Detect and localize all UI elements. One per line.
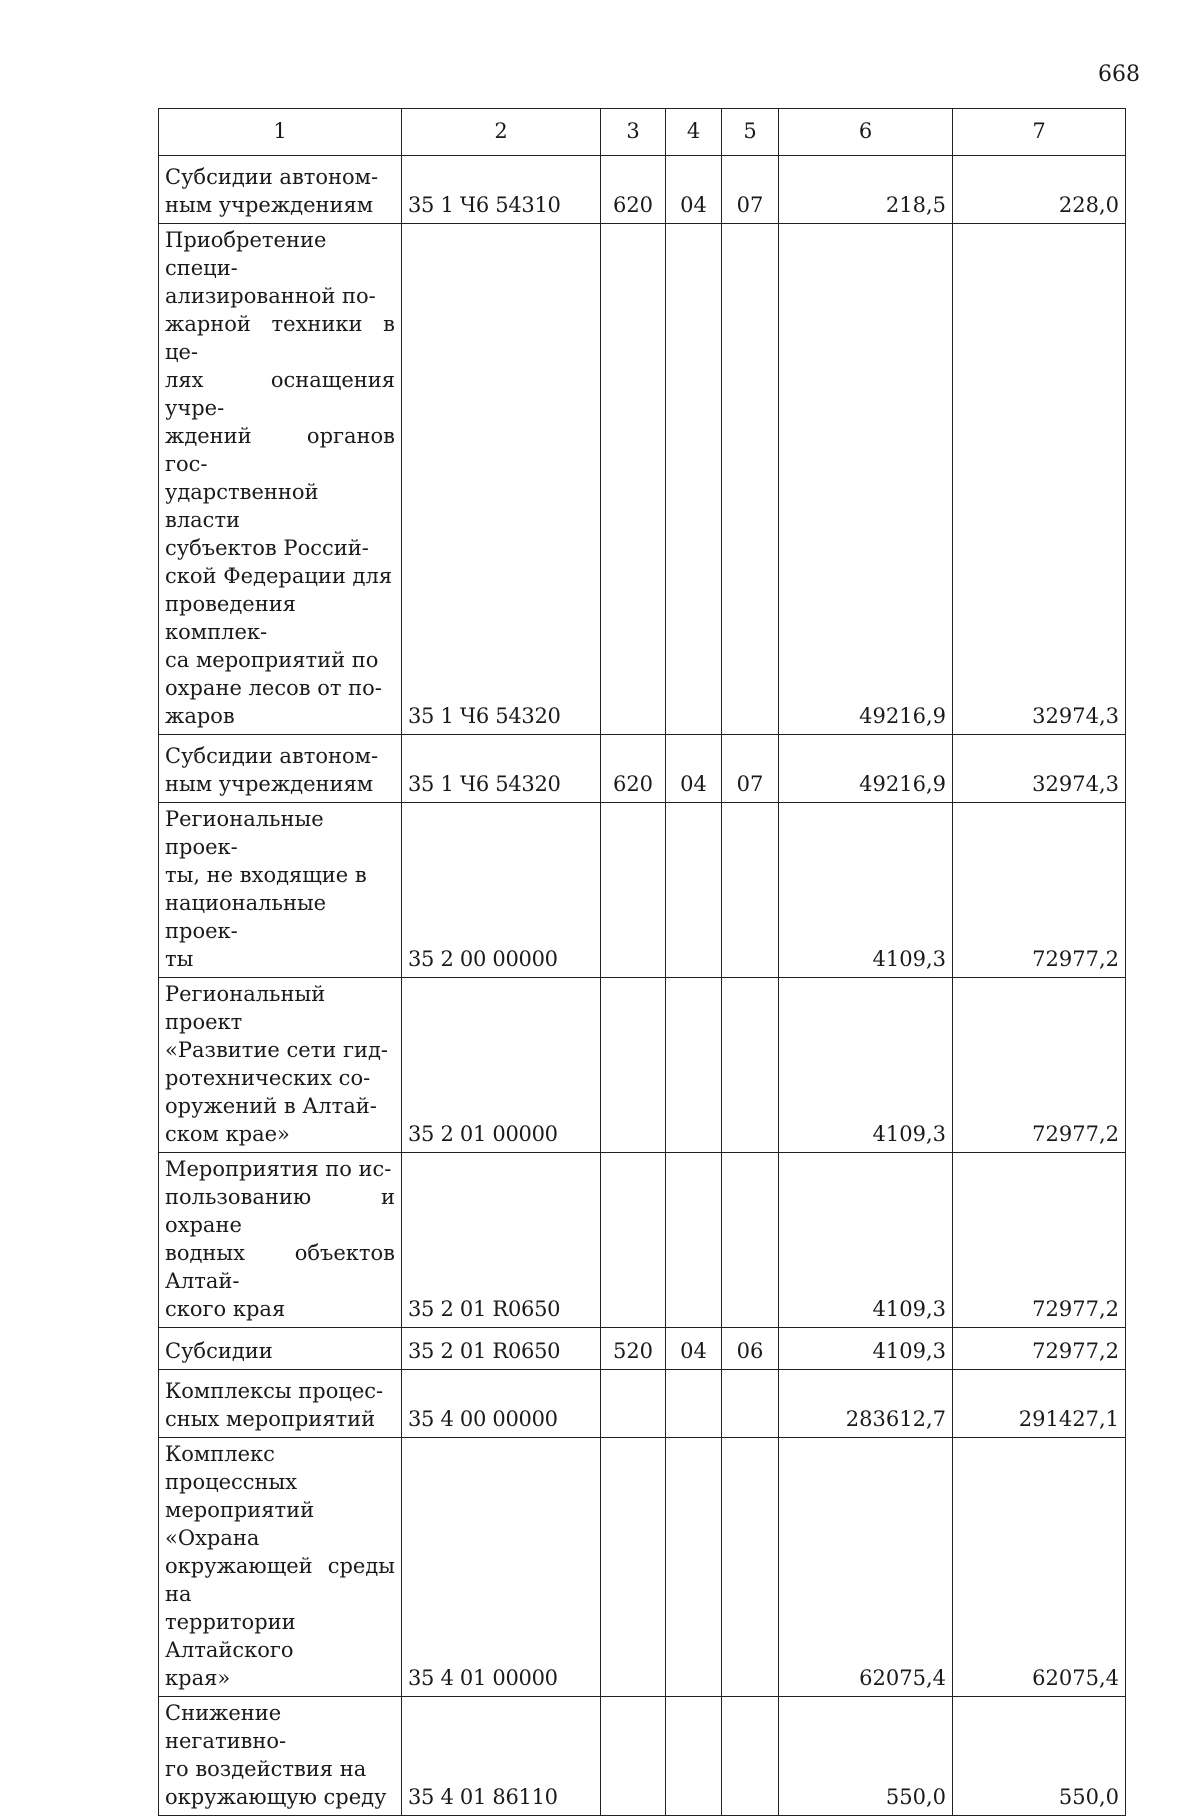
row-name-line: сных мероприятий [165, 1407, 376, 1431]
header-cell-7: 7 [953, 109, 1126, 156]
row-name-line: Региональный проект [165, 982, 326, 1034]
expense-type-code-cell: 620 [601, 735, 666, 803]
expense-type-code-cell [601, 1697, 666, 1816]
table-row [159, 1697, 1126, 1816]
table-row [159, 224, 1126, 735]
amount-year2-cell: 550,0 [953, 1697, 1126, 1816]
section-code-cell [666, 803, 722, 978]
row-name-line: пользованию и охране [165, 1185, 395, 1237]
table-row [159, 1370, 1126, 1438]
amount-year2-cell: 32974,3 [953, 735, 1126, 803]
target-article-code-cell: 35 1 Ч6 54320 [402, 735, 601, 803]
amount-year1-cell: 550,0 [779, 1697, 953, 1816]
expense-type-code-cell [601, 1438, 666, 1697]
header-cell-2: 2 [402, 109, 601, 156]
table-row [159, 1328, 1126, 1370]
subsection-code-cell [722, 1697, 779, 1816]
section-code-cell [666, 1153, 722, 1328]
row-name-line: го воздействия на [165, 1757, 367, 1781]
row-name-cell [159, 1328, 402, 1370]
row-name-line: «Развитие сети гид- [165, 1038, 388, 1062]
header-cell-1: 1 [159, 109, 402, 156]
expense-type-code-cell: 520 [601, 1328, 666, 1370]
row-name-line: водных объектов Алтай- [165, 1241, 395, 1293]
target-article-code-cell: 35 4 01 86110 [402, 1697, 601, 1816]
target-article-code-cell: 35 2 00 00000 [402, 803, 601, 978]
subsection-code-cell [722, 1438, 779, 1697]
target-article-code-cell: 35 2 01 R0650 [402, 1328, 601, 1370]
table-row [159, 1438, 1126, 1697]
target-article-code-cell: 35 2 01 00000 [402, 978, 601, 1153]
expense-type-code-cell [601, 803, 666, 978]
amount-year1-cell: 4109,3 [779, 978, 953, 1153]
row-name-line: ным учреждениям [165, 772, 374, 796]
row-name-line: ждений органов гос- [165, 424, 395, 476]
amount-year2-cell: 62075,4 [953, 1438, 1126, 1697]
amount-year2-cell: 72977,2 [953, 978, 1126, 1153]
section-code-cell: 04 [666, 735, 722, 803]
row-name-line: Субсидии автоном- [165, 744, 379, 768]
subsection-code-cell [722, 978, 779, 1153]
header-cell-4: 4 [666, 109, 722, 156]
row-name-line: субъектов Россий- [165, 536, 369, 560]
row-name-line: национальные проек- [165, 891, 327, 943]
row-name-line: ты, не входящие в [165, 863, 367, 887]
amount-year1-cell: 283612,7 [779, 1370, 953, 1438]
table-row [159, 735, 1126, 803]
target-article-code-cell: 35 1 Ч6 54320 [402, 224, 601, 735]
subsection-code-cell [722, 1370, 779, 1438]
section-code-cell: 04 [666, 156, 722, 224]
row-name-cell [159, 1153, 402, 1328]
expense-type-code-cell [601, 978, 666, 1153]
row-name-line: проведения комплек- [165, 592, 296, 644]
page-number: 668 [1098, 62, 1140, 87]
row-name-line: Субсидии [165, 1339, 273, 1363]
row-name-line: Субсидии автоном- [165, 165, 379, 189]
row-name-line: окружающей среды на [165, 1554, 395, 1606]
header-cell-6: 6 [779, 109, 953, 156]
header-cell-3: 3 [601, 109, 666, 156]
row-name-line: окружающую среду [165, 1785, 387, 1809]
row-name-line: оружений в Алтай- [165, 1094, 377, 1118]
row-name-line: ском крае» [165, 1122, 290, 1146]
row-name-line: ской Федерации для [165, 564, 393, 588]
row-name-line: са мероприятий по [165, 648, 379, 672]
row-name-line: ным учреждениям [165, 193, 374, 217]
amount-year2-cell: 72977,2 [953, 1328, 1126, 1370]
table-body [159, 156, 1126, 1816]
section-code-cell [666, 978, 722, 1153]
expense-type-code-cell [601, 224, 666, 735]
budget-table [158, 108, 1126, 1816]
expense-type-code-cell [601, 1153, 666, 1328]
row-name-cell [159, 1438, 402, 1697]
row-name-cell [159, 1370, 402, 1438]
row-name-cell [159, 224, 402, 735]
section-code-cell [666, 1370, 722, 1438]
row-name-line: Комплексы процес- [165, 1379, 384, 1403]
amount-year2-cell: 291427,1 [953, 1370, 1126, 1438]
header-cell-5: 5 [722, 109, 779, 156]
expense-type-code-cell: 620 [601, 156, 666, 224]
row-name-line: мероприятий «Охрана [165, 1498, 315, 1550]
row-name-line: Комплекс процессных [165, 1442, 298, 1494]
row-name-line: ского края [165, 1297, 286, 1321]
amount-year1-cell: 4109,3 [779, 803, 953, 978]
amount-year1-cell: 218,5 [779, 156, 953, 224]
section-code-cell: 04 [666, 1328, 722, 1370]
row-name-cell [159, 735, 402, 803]
amount-year1-cell: 49216,9 [779, 224, 953, 735]
target-article-code-cell: 35 4 00 00000 [402, 1370, 601, 1438]
target-article-code-cell: 35 1 Ч6 54310 [402, 156, 601, 224]
row-name-line: Региональные проек- [165, 807, 324, 859]
row-name-line: территории Алтайского [165, 1610, 296, 1662]
amount-year2-cell: 32974,3 [953, 224, 1126, 735]
amount-year2-cell: 72977,2 [953, 1153, 1126, 1328]
subsection-code-cell [722, 224, 779, 735]
row-name-cell [159, 1697, 402, 1816]
subsection-code-cell: 07 [722, 735, 779, 803]
section-code-cell [666, 224, 722, 735]
target-article-code-cell: 35 2 01 R0650 [402, 1153, 601, 1328]
table-row [159, 156, 1126, 224]
section-code-cell [666, 1697, 722, 1816]
amount-year1-cell: 4109,3 [779, 1153, 953, 1328]
row-name-line: ализированной по- [165, 284, 376, 308]
section-code-cell [666, 1438, 722, 1697]
target-article-code-cell: 35 4 01 00000 [402, 1438, 601, 1697]
row-name-line: жаров [165, 704, 235, 728]
header-row [159, 109, 1126, 156]
subsection-code-cell [722, 803, 779, 978]
table-row [159, 803, 1126, 978]
subsection-code-cell: 06 [722, 1328, 779, 1370]
row-name-cell [159, 803, 402, 978]
subsection-code-cell: 07 [722, 156, 779, 224]
row-name-cell [159, 156, 402, 224]
row-name-line: ударственной власти [165, 480, 319, 532]
amount-year1-cell: 62075,4 [779, 1438, 953, 1697]
row-name-line: края» [165, 1666, 231, 1690]
table-row [159, 978, 1126, 1153]
table-row [159, 1153, 1126, 1328]
row-name-line: ротехнических со- [165, 1066, 371, 1090]
row-name-line: лях оснащения учре- [165, 368, 395, 420]
amount-year2-cell: 72977,2 [953, 803, 1126, 978]
row-name-line: Приобретение специ- [165, 228, 327, 280]
subsection-code-cell [722, 1153, 779, 1328]
row-name-cell [159, 978, 402, 1153]
row-name-line: жарной техники в це- [165, 312, 395, 364]
expense-type-code-cell [601, 1370, 666, 1438]
amount-year1-cell: 49216,9 [779, 735, 953, 803]
amount-year2-cell: 228,0 [953, 156, 1126, 224]
row-name-line: охране лесов от по- [165, 676, 382, 700]
row-name-line: Мероприятия по ис- [165, 1157, 392, 1181]
row-name-line: ты [165, 947, 194, 971]
row-name-line: Снижение негативно- [165, 1701, 287, 1753]
amount-year1-cell: 4109,3 [779, 1328, 953, 1370]
